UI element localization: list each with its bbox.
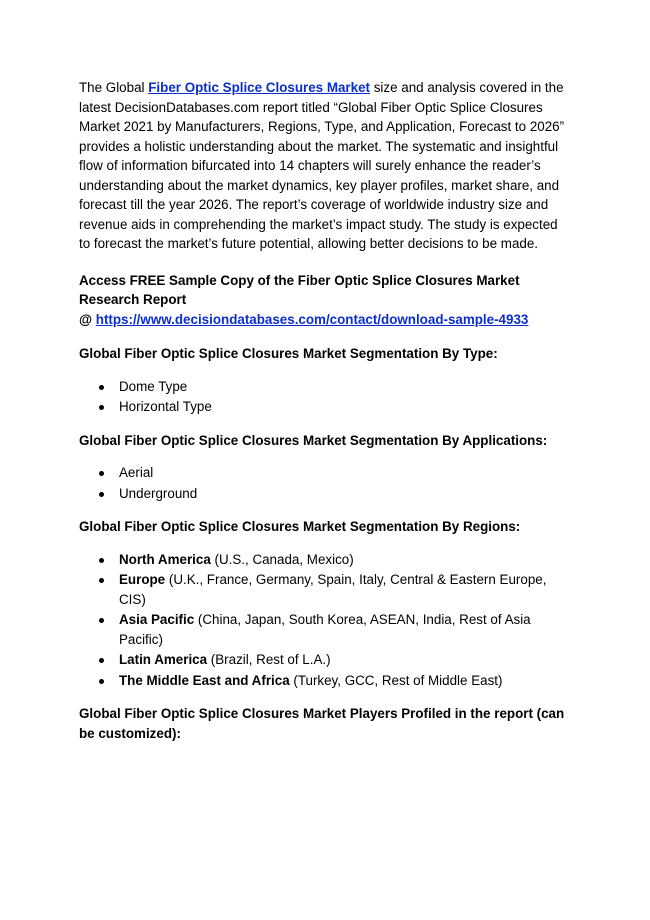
region-name: North America: [119, 551, 211, 567]
intro-prefix: The Global: [79, 80, 149, 95]
type-item-label: Horizontal Type: [119, 399, 212, 414]
bullet-icon: [99, 578, 104, 583]
bullet-icon: [99, 618, 104, 623]
applications-list: [79, 463, 569, 503]
regions-list: [79, 550, 569, 691]
bullet-icon: [99, 385, 104, 390]
list-item: [119, 650, 569, 670]
bullet-icon: [99, 471, 104, 476]
region-name: Latin America: [119, 652, 208, 667]
region-detail: (U.S., Canada, Mexico): [210, 551, 354, 567]
application-item-label: Underground: [119, 485, 198, 501]
bullet-icon: [99, 405, 104, 410]
type-segmentation-heading: Global Fiber Optic Splice Closures Market Segmentation By Type:: [79, 346, 498, 361]
region-detail: (Turkey, GCC, Rest of Middle East): [289, 672, 503, 688]
region-detail: (Brazil, Rest of L.A.): [207, 652, 331, 667]
application-item-label: Aerial: [119, 465, 154, 480]
players-heading: Global Fiber Optic Splice Closures Market Players Profiled in the report (can be customized):: [79, 706, 565, 741]
applications-segmentation-heading: Global Fiber Optic Splice Closures Market Segmentation By Applications:: [79, 432, 548, 448]
bullet-icon: [99, 558, 104, 563]
region-name: Europe: [119, 572, 166, 587]
list-item: [119, 397, 569, 417]
list-item: [119, 463, 569, 483]
bullet-icon: [99, 492, 104, 497]
intro-paragraph: [79, 78, 569, 254]
region-name: Asia Pacific: [119, 612, 195, 627]
type-list: [79, 377, 569, 417]
type-item-label: Dome Type: [119, 378, 188, 394]
list-item: [119, 377, 569, 397]
list-item: [119, 610, 569, 649]
list-item: [119, 550, 569, 570]
region-detail: (China, Japan, South Korea, ASEAN, India, Rest of Asia Pacific): [119, 612, 531, 647]
intro-body: size and analysis covered in the latest DecisionDatabases.com report titled “Global Fiber Optic Splice Closures Market 2021 by Manufacturers, Regions, Type, and Application, Forecast to 2026” provides a holistic understanding about the market. The systematic and insightful flow of information bifurcated into 14 chapters will surely enhance the reader’s understanding about the market dynamics, key player profiles, market share, and forecast till the year 2026. The report’s coverage of worldwide industry size and revenue aids in comprehending the market’s impact study. The study is expected to forecast the market’s future potential, allowing better decisions to be made.: [79, 80, 565, 251]
list-item: [119, 671, 569, 691]
list-item: [119, 484, 569, 504]
list-item: [119, 570, 569, 609]
market-link[interactable]: Fiber Optic Splice Closures Market: [148, 80, 370, 95]
bullet-icon: [99, 679, 104, 684]
regions-segmentation-heading: Global Fiber Optic Splice Closures Market Segmentation By Regions:: [79, 519, 521, 534]
sample-copy-text: Access FREE Sample Copy of the Fiber Optic Splice Closures Market Research Report: [79, 272, 520, 307]
sample-copy-callout: [79, 271, 569, 330]
sample-download-link[interactable]: https://www.decisiondatabases.com/contact/download-sample-4933: [95, 311, 529, 327]
region-detail: (U.K., France, Germany, Spain, Italy, Central & Eastern Europe, CIS): [119, 572, 547, 607]
region-name: The Middle East and Africa: [119, 672, 290, 688]
bullet-icon: [99, 658, 104, 663]
document-page: [79, 78, 569, 756]
at-sign: @: [79, 311, 96, 327]
